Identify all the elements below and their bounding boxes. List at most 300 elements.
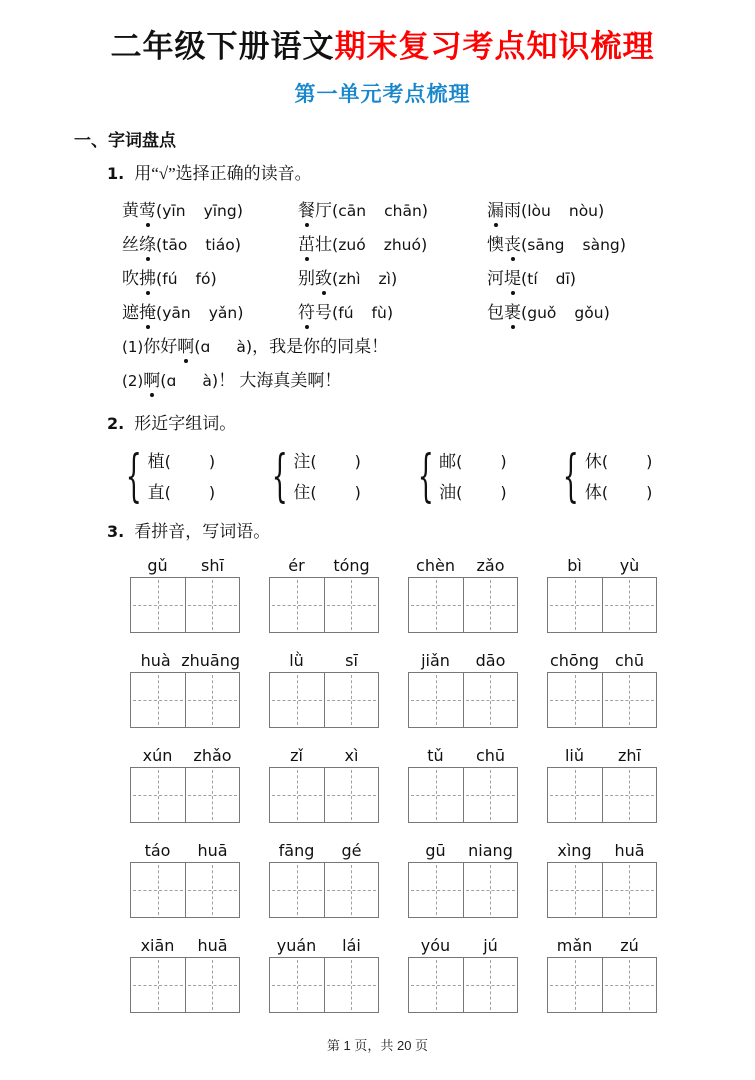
pinyin-grid-row xyxy=(130,936,705,1013)
character-blank-line xyxy=(293,482,361,504)
character-lines xyxy=(585,451,653,504)
writing-grid xyxy=(408,957,518,1013)
writing-cell xyxy=(185,578,240,632)
word-writing-group xyxy=(547,651,657,728)
pinyin-syllable: tóng xyxy=(333,556,370,575)
pinyin-label xyxy=(547,651,657,671)
writing-cell xyxy=(602,958,657,1012)
pinyin-label xyxy=(547,841,657,861)
paren-open: ( xyxy=(156,201,163,220)
pinyin-option: yǎn xyxy=(208,304,238,322)
writing-grid xyxy=(547,577,657,633)
word-char: 包 xyxy=(487,303,504,322)
writing-cell xyxy=(463,673,518,727)
pinyin-syllable: zhuāng xyxy=(181,651,240,670)
writing-cell xyxy=(602,578,657,632)
pinyin-syllable: dāo xyxy=(475,651,506,670)
writing-cell xyxy=(463,863,518,917)
pinyin-option: guǒ xyxy=(527,304,557,322)
writing-cell xyxy=(548,673,602,727)
writing-cell xyxy=(270,958,324,1012)
word-writing-group xyxy=(269,936,379,1013)
character-lines xyxy=(439,451,507,504)
writing-cell xyxy=(185,673,240,727)
paren-close: ) xyxy=(500,482,507,502)
pinyin-syllable: yù xyxy=(619,556,640,575)
near-character-group xyxy=(268,446,414,508)
pinyin-option: fù xyxy=(371,304,387,322)
page-title xyxy=(60,26,705,68)
question-3-header xyxy=(107,520,705,544)
pinyin-label xyxy=(269,841,379,861)
word-char: 掩 xyxy=(139,298,156,323)
paren-open: ( xyxy=(332,201,339,220)
paren-open: ( xyxy=(332,269,339,288)
word-writing-group xyxy=(547,556,657,633)
paren-close: ) xyxy=(619,235,626,254)
near-character-group xyxy=(122,446,268,508)
word-char: 符 xyxy=(298,298,315,323)
paren-open: ( xyxy=(456,482,463,502)
character-blank-line xyxy=(148,482,216,504)
pinyin-option: yīng xyxy=(203,202,237,220)
pinyin-label xyxy=(130,651,240,671)
pinyin-option: dī xyxy=(555,270,570,288)
writing-grid xyxy=(408,862,518,918)
word-writing-group xyxy=(408,556,518,633)
dotted-char: 啊 xyxy=(177,332,194,357)
writing-grid xyxy=(130,957,240,1013)
pinyin-syllable: zǎo xyxy=(476,556,505,575)
writing-cell xyxy=(548,768,602,822)
word-char: 壮 xyxy=(315,235,332,254)
word-char: 绦 xyxy=(139,230,156,255)
writing-cell xyxy=(324,768,379,822)
writing-cell xyxy=(270,578,324,632)
unit-subtitle: 第一单元考点梳理 xyxy=(294,82,471,106)
pinyin-label xyxy=(547,556,657,576)
word-char: 茁 xyxy=(298,230,315,255)
word-entry xyxy=(487,298,705,323)
pinyin-grid-row xyxy=(130,841,705,918)
word-writing-group xyxy=(547,841,657,918)
writing-cell xyxy=(463,578,518,632)
pronunciation-row xyxy=(122,264,705,298)
paren-open: ( xyxy=(521,235,528,254)
pinyin-label xyxy=(269,746,379,766)
writing-cell xyxy=(131,673,185,727)
writing-cell xyxy=(185,863,240,917)
pinyin-label xyxy=(408,556,518,576)
word-writing-group xyxy=(269,746,379,823)
left-brace: { xyxy=(125,444,142,509)
pronunciation-row xyxy=(122,230,705,264)
pinyin-option: nòu xyxy=(568,202,599,220)
paren-close: ) xyxy=(210,269,217,288)
example-sentence xyxy=(122,332,705,366)
writing-cell xyxy=(131,958,185,1012)
question-3-prompt: 看拼音，写词语。 xyxy=(134,522,271,541)
example-sentences xyxy=(122,332,705,400)
writing-grid xyxy=(130,767,240,823)
paren-close: ) xyxy=(646,482,653,502)
page-title-red: 期末复习考点知识梳理 xyxy=(334,29,655,64)
pinyin-option: tāo xyxy=(162,236,188,254)
sentence-text: ！ 大海真美啊！ xyxy=(218,371,342,390)
writing-cell xyxy=(409,578,463,632)
pinyin-label xyxy=(408,841,518,861)
writing-grid xyxy=(547,957,657,1013)
pinyin-option: zhì xyxy=(338,270,361,288)
paren-close: ) xyxy=(646,451,653,471)
pinyin-syllable: fāng xyxy=(278,841,315,860)
paren-close: ) xyxy=(237,303,244,322)
writing-cell xyxy=(185,958,240,1012)
paren-close: ) xyxy=(421,201,429,220)
word-writing-group xyxy=(408,651,518,728)
pinyin-label xyxy=(547,936,657,956)
paren-open: ( xyxy=(156,303,163,322)
character: 油 xyxy=(439,482,457,502)
character-blank-line xyxy=(585,451,653,473)
paren-open: ( xyxy=(332,235,339,254)
character: 直 xyxy=(147,482,165,502)
writing-grid xyxy=(547,672,657,728)
pinyin-syllable: niang xyxy=(468,841,513,860)
pinyin-label xyxy=(547,746,657,766)
pinyin-grid-row xyxy=(130,651,705,728)
paren-close: ) xyxy=(211,371,219,390)
word-entry xyxy=(487,196,705,221)
paren-close: ) xyxy=(500,451,507,471)
pronunciation-row xyxy=(122,196,705,230)
writing-cell xyxy=(409,768,463,822)
word-entry xyxy=(122,298,298,323)
word-writing-group xyxy=(408,936,518,1013)
writing-grid xyxy=(269,767,379,823)
writing-grid xyxy=(269,577,379,633)
word-writing-group xyxy=(130,651,240,728)
word-entry xyxy=(487,230,705,255)
pinyin-syllable: xún xyxy=(142,746,173,765)
writing-grid xyxy=(408,767,518,823)
word-char: 厅 xyxy=(315,201,332,220)
paren-close: ) xyxy=(420,235,428,254)
pinyin-option: tí xyxy=(527,270,538,288)
word-entry xyxy=(122,264,298,289)
pinyin-syllable: huà xyxy=(140,651,171,670)
writing-cell xyxy=(270,863,324,917)
paren-close: ) xyxy=(603,303,610,322)
character-blank-line xyxy=(439,451,507,473)
word-writing-group xyxy=(547,746,657,823)
paren-close: ) xyxy=(598,201,605,220)
pinyin-syllable: xì xyxy=(344,746,359,765)
word-writing-group xyxy=(130,556,240,633)
word-writing-group xyxy=(130,936,240,1013)
writing-cell xyxy=(548,863,602,917)
writing-grid xyxy=(269,862,379,918)
writing-cell xyxy=(463,768,518,822)
word-writing-group xyxy=(547,936,657,1013)
writing-cell xyxy=(185,768,240,822)
pinyin-option: zhuó xyxy=(383,236,421,254)
pinyin-option: lòu xyxy=(527,202,551,220)
pinyin-grid-row xyxy=(130,556,705,633)
question-3-number: 3. xyxy=(107,522,125,541)
pinyin-label xyxy=(130,556,240,576)
pinyin-option: zì xyxy=(378,270,391,288)
writing-cell xyxy=(131,863,185,917)
pinyin-syllable: chū xyxy=(614,651,645,670)
pinyin-label xyxy=(408,651,518,671)
word-char: 拂 xyxy=(139,264,156,289)
writing-cell xyxy=(324,863,379,917)
pinyin-syllable: bì xyxy=(567,556,582,575)
writing-cell xyxy=(548,578,602,632)
pinyin-syllable: lái xyxy=(342,936,361,955)
writing-cell xyxy=(602,673,657,727)
pinyin-option: à xyxy=(236,338,246,356)
word-char: 丧 xyxy=(504,230,521,255)
paren-open: ( xyxy=(160,371,167,390)
character-lines xyxy=(293,451,361,504)
pinyin-option: chān xyxy=(384,202,422,220)
word-entry xyxy=(487,264,705,289)
word-entry xyxy=(298,230,487,255)
pinyin-syllable: yuán xyxy=(276,936,317,955)
character: 体 xyxy=(584,482,602,502)
pinyin-syllable: táo xyxy=(144,841,171,860)
writing-grid xyxy=(130,862,240,918)
word-entry xyxy=(122,196,298,221)
pinyin-option: fó xyxy=(195,270,211,288)
paren-close: ) xyxy=(208,482,216,502)
paren-open: ( xyxy=(156,235,163,254)
character-blank-line xyxy=(293,451,361,473)
pinyin-syllable: shī xyxy=(201,556,224,575)
paren-close: ) xyxy=(390,269,398,288)
word-char: 丝 xyxy=(122,235,139,254)
writing-cell xyxy=(270,768,324,822)
word-char: 莺 xyxy=(139,196,156,221)
pinyin-option: fú xyxy=(338,304,354,322)
pinyin-label xyxy=(130,841,240,861)
character-lines xyxy=(148,451,216,504)
writing-cell xyxy=(270,673,324,727)
writing-cell xyxy=(409,958,463,1012)
pinyin-option: yīn xyxy=(162,202,186,220)
paren-close: ) xyxy=(245,337,253,356)
paren-open: ( xyxy=(156,269,163,288)
word-writing-group xyxy=(130,841,240,918)
pinyin-option: à xyxy=(202,372,212,390)
word-char: 懊 xyxy=(487,235,504,254)
pinyin-label xyxy=(269,936,379,956)
paren-open: ( xyxy=(601,451,609,471)
paren-close: ) xyxy=(236,201,243,220)
pinyin-option: tiáo xyxy=(205,236,235,254)
word-char: 号 xyxy=(315,303,332,322)
pinyin-label xyxy=(130,936,240,956)
pinyin-syllable: chōng xyxy=(549,651,600,670)
word-char: 堤 xyxy=(504,264,521,289)
pronunciation-rows xyxy=(122,196,705,332)
pinyin-syllable: zú xyxy=(620,936,639,955)
word-char: 别 xyxy=(298,269,315,288)
word-writing-group xyxy=(269,651,379,728)
page-title-black: 二年级下册语文 xyxy=(110,29,335,64)
paren-open: ( xyxy=(332,303,339,322)
paren-open: ( xyxy=(521,201,528,220)
pinyin-label xyxy=(130,746,240,766)
pronunciation-row xyxy=(122,298,705,332)
pinyin-option: sāng xyxy=(527,236,565,254)
writing-cell xyxy=(463,958,518,1012)
pinyin-option: cān xyxy=(338,202,367,220)
word-char: 吹 xyxy=(122,269,139,288)
question-1-prompt: 用“√”选择正确的读音。 xyxy=(134,164,312,183)
left-brace: { xyxy=(271,444,288,509)
writing-cell xyxy=(324,578,379,632)
character: 植 xyxy=(147,451,165,471)
writing-cell xyxy=(324,673,379,727)
word-char: 黄 xyxy=(122,201,139,220)
pinyin-syllable: liǔ xyxy=(564,746,585,765)
word-char: 遮 xyxy=(122,303,139,322)
paren-open: ( xyxy=(456,451,463,471)
character-blank-line xyxy=(148,451,216,473)
paren-close: ) xyxy=(354,451,361,471)
word-char: 餐 xyxy=(298,196,315,221)
pinyin-option: sàng xyxy=(582,236,620,254)
left-brace: { xyxy=(417,444,434,509)
paren-open: ( xyxy=(310,482,317,502)
paren-close: ) xyxy=(234,235,241,254)
pinyin-writing-rows xyxy=(60,556,705,1013)
word-entry xyxy=(122,230,298,255)
paren-close: ) xyxy=(569,269,577,288)
pinyin-label xyxy=(269,651,379,671)
word-writing-group xyxy=(408,841,518,918)
word-entry xyxy=(298,298,487,323)
pinyin-syllable: sī xyxy=(345,651,358,670)
paren-open: ( xyxy=(164,451,171,471)
writing-cell xyxy=(324,958,379,1012)
word-writing-group xyxy=(269,841,379,918)
pinyin-syllable: gǔ xyxy=(147,556,168,575)
pinyin-syllable: mǎn xyxy=(556,936,593,955)
pinyin-syllable: huā xyxy=(197,936,228,955)
writing-grid xyxy=(130,672,240,728)
writing-cell xyxy=(131,578,185,632)
pinyin-option: zuó xyxy=(338,236,366,254)
character: 邮 xyxy=(439,451,457,471)
sentence-number: (2) xyxy=(122,372,144,390)
left-brace: { xyxy=(563,444,580,509)
question-2-prompt: 形近字组词。 xyxy=(134,414,237,433)
writing-cell xyxy=(548,958,602,1012)
paren-open: ( xyxy=(521,303,528,322)
example-sentence xyxy=(122,366,705,400)
pinyin-syllable: jiǎn xyxy=(421,651,450,670)
writing-grid xyxy=(547,862,657,918)
pinyin-grid-row xyxy=(130,746,705,823)
character-blank-line xyxy=(585,482,653,504)
word-entry xyxy=(298,264,487,289)
pinyin-label xyxy=(408,746,518,766)
word-entry xyxy=(298,196,487,221)
paren-open: ( xyxy=(194,337,201,356)
character: 注 xyxy=(293,451,311,471)
paren-open: ( xyxy=(521,269,528,288)
question-1-number: 1. xyxy=(107,164,125,183)
pinyin-syllable: zhī xyxy=(618,746,641,765)
pinyin-syllable: chèn xyxy=(416,556,455,575)
word-writing-group xyxy=(269,556,379,633)
paren-open: ( xyxy=(164,482,171,502)
near-character-groups xyxy=(122,446,705,508)
word-char: 致 xyxy=(315,264,332,289)
word-char: 雨 xyxy=(504,201,521,220)
writing-grid xyxy=(130,577,240,633)
word-char: 裹 xyxy=(504,298,521,323)
pinyin-syllable: jú xyxy=(483,936,498,955)
sentence-text: 你好 xyxy=(143,337,178,356)
question-2-number: 2. xyxy=(107,414,125,433)
pinyin-syllable: xiān xyxy=(140,936,175,955)
pinyin-syllable: ér xyxy=(288,556,305,575)
page-footer: 第 1 页，共 20 页 xyxy=(326,1038,429,1053)
word-char: 漏 xyxy=(487,196,504,221)
question-1-header xyxy=(107,162,705,186)
writing-cell xyxy=(131,768,185,822)
sentence-text: ，我是你的同桌！ xyxy=(252,337,389,356)
writing-cell xyxy=(602,863,657,917)
pinyin-syllable: yóu xyxy=(420,936,451,955)
word-char: 河 xyxy=(487,269,504,288)
pinyin-syllable: lǜ xyxy=(289,651,304,670)
pinyin-syllable: huā xyxy=(614,841,645,860)
pinyin-syllable: zhǎo xyxy=(193,746,232,765)
writing-grid xyxy=(408,577,518,633)
character-blank-line xyxy=(439,482,507,504)
near-character-group xyxy=(559,446,705,508)
writing-grid xyxy=(269,957,379,1013)
pinyin-syllable: tǔ xyxy=(427,746,444,765)
pinyin-option: gǒu xyxy=(574,304,604,322)
paren-close: ) xyxy=(354,482,361,502)
pinyin-syllable: xìng xyxy=(557,841,592,860)
writing-grid xyxy=(547,767,657,823)
character: 住 xyxy=(293,482,311,502)
paren-close: ) xyxy=(208,451,216,471)
writing-cell xyxy=(602,768,657,822)
writing-cell xyxy=(409,673,463,727)
writing-grid xyxy=(269,672,379,728)
paren-open: ( xyxy=(601,482,609,502)
writing-grid xyxy=(408,672,518,728)
sentence-number: (1) xyxy=(122,338,144,356)
pinyin-syllable: gé xyxy=(341,841,362,860)
pinyin-option: fú xyxy=(162,270,178,288)
pinyin-syllable: chū xyxy=(475,746,506,765)
near-character-group xyxy=(414,446,560,508)
pinyin-option: yān xyxy=(162,304,191,322)
pinyin-syllable: zǐ xyxy=(290,746,303,765)
character: 休 xyxy=(584,451,602,471)
section-heading: 一、字词盘点 xyxy=(74,131,176,150)
